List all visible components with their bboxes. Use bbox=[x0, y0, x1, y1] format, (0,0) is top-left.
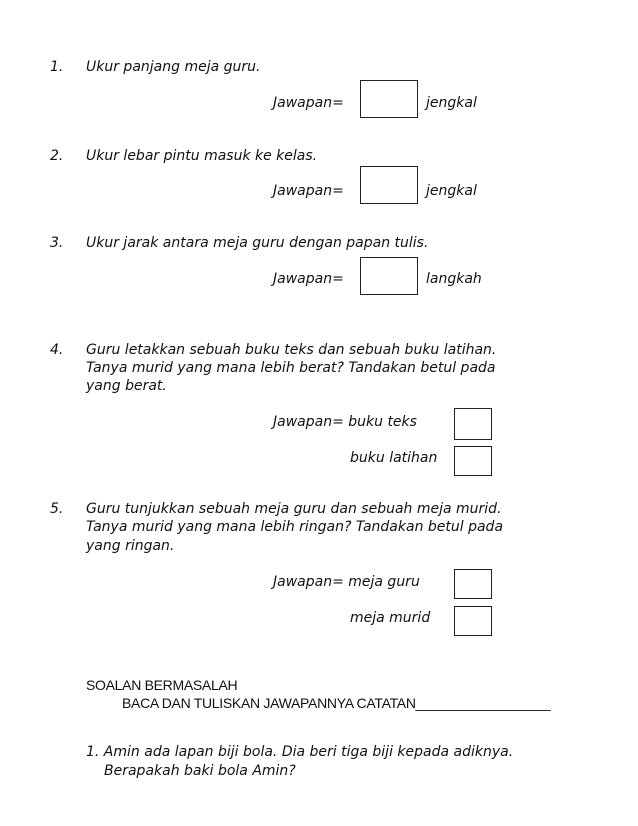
q3-number: 3. bbox=[50, 235, 64, 251]
q4-line3: yang berat. bbox=[86, 378, 167, 394]
q3-text: Ukur jarak antara meja guru dengan papan tulis. bbox=[86, 235, 429, 251]
q5-option1-label: Jawapan= meja guru bbox=[273, 574, 420, 590]
q4-number: 4. bbox=[50, 342, 64, 358]
q4-option2-checkbox[interactable] bbox=[454, 446, 492, 476]
problem-question-line2: Berapakah baki bola Amin? bbox=[104, 763, 296, 779]
q2-text: Ukur lebar pintu masuk ke kelas. bbox=[86, 148, 318, 164]
q4-option1-checkbox[interactable] bbox=[454, 408, 492, 440]
problem-instruction: BACA DAN TULISKAN JAWAPANNYA CATATAN__________________ bbox=[122, 695, 551, 711]
q1-answer-label: Jawapan= bbox=[273, 95, 344, 111]
q1-text: Ukur panjang meja guru. bbox=[86, 59, 261, 75]
q3-answer-box[interactable] bbox=[360, 257, 418, 295]
q4-option2-label: buku latihan bbox=[350, 450, 438, 466]
problem-heading: SOALAN BERMASALAH bbox=[86, 677, 238, 693]
q4-line2: Tanya murid yang mana lebih berat? Tandakan betul pada bbox=[86, 360, 496, 376]
problem-question-line1: 1. Amin ada lapan biji bola. Dia beri tiga biji kepada adiknya. bbox=[86, 744, 514, 760]
q1-answer-box[interactable] bbox=[360, 80, 418, 118]
q2-answer-box[interactable] bbox=[360, 166, 418, 204]
q5-option2-checkbox[interactable] bbox=[454, 606, 492, 636]
q2-unit: jengkal bbox=[426, 183, 477, 199]
q5-option2-label: meja murid bbox=[350, 610, 431, 626]
q5-line2: Tanya murid yang mana lebih ringan? Tandakan betul pada bbox=[86, 519, 504, 535]
q1-number: 1. bbox=[50, 59, 64, 75]
q5-option1-checkbox[interactable] bbox=[454, 569, 492, 599]
q4-option1-label: Jawapan= buku teks bbox=[273, 414, 417, 430]
q2-number: 2. bbox=[50, 148, 64, 164]
q1-unit: jengkal bbox=[426, 95, 477, 111]
q3-unit: langkah bbox=[426, 271, 482, 287]
q3-answer-label: Jawapan= bbox=[273, 271, 344, 287]
q5-line3: yang ringan. bbox=[86, 538, 175, 554]
q5-line1: Guru tunjukkan sebuah meja guru dan sebuah meja murid. bbox=[86, 501, 502, 517]
q5-number: 5. bbox=[50, 501, 64, 517]
q2-answer-label: Jawapan= bbox=[273, 183, 344, 199]
q4-line1: Guru letakkan sebuah buku teks dan sebuah buku latihan. bbox=[86, 342, 497, 358]
